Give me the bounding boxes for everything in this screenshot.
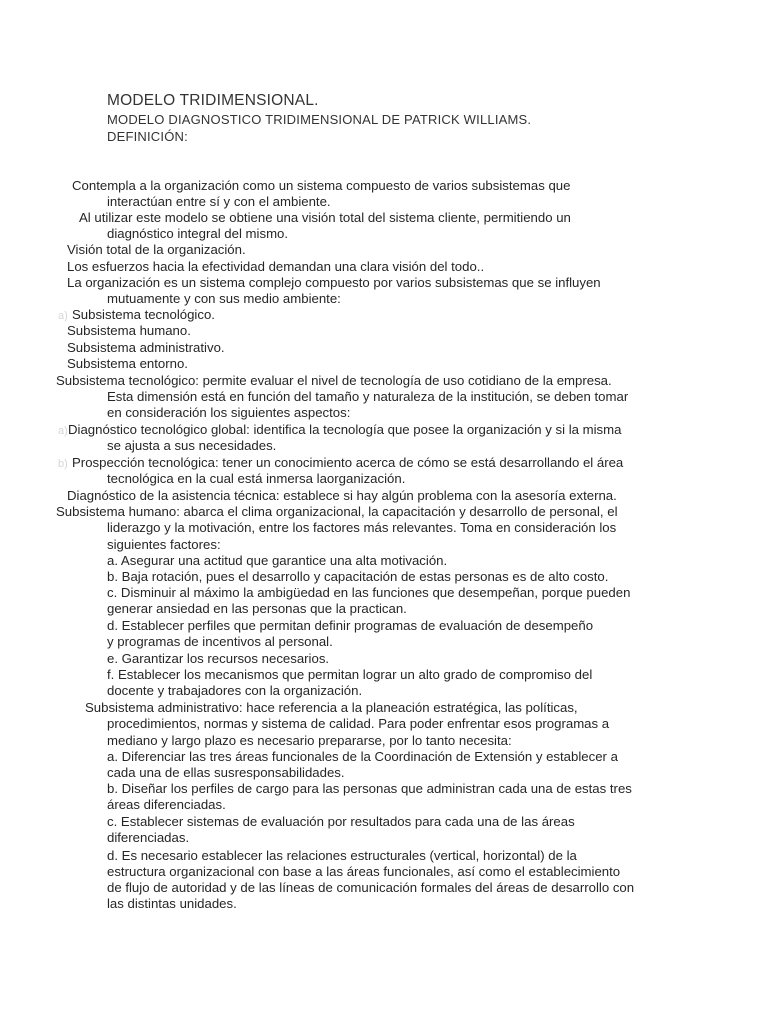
section-line: en consideración los siguientes aspectos:	[107, 405, 351, 420]
subsystem-item: Subsistema administrativo.	[67, 340, 225, 355]
section-line: Subsistema humano: abarca el clima organizacional, la capacitación y desarrollo de personal, el	[56, 504, 618, 519]
list-item: d. Es necesario establecer las relaciones estructurales (vertical, horizontal) de la	[107, 848, 577, 863]
list-item: d. Establecer perfiles que permitan definir programas de evaluación de desempeño	[107, 618, 594, 633]
list-item-continuation: diferenciadas.	[107, 830, 190, 845]
list-item-continuation: docente y trabajadores con la organización.	[107, 683, 363, 698]
page-subtitle: MODELO DIAGNOSTICO TRIDIMENSIONAL DE PATRICK WILLIAMS.	[107, 112, 532, 127]
paragraph-line: diagnóstico integral del mismo.	[107, 226, 289, 241]
list-item-continuation: generar ansiedad en las personas que la practican.	[107, 601, 407, 616]
list-marker: b)	[58, 458, 68, 470]
list-item-continuation: áreas diferenciadas.	[107, 797, 226, 812]
subsystem-item: Subsistema humano.	[67, 323, 191, 338]
bullet-item-continuation: mutuamente y con sus medio ambiente:	[107, 291, 341, 306]
paragraph-line: Contempla a la organización como un sistema compuesto de varios subsistemas que	[72, 178, 571, 193]
paragraph-line: Al utilizar este modelo se obtiene una visión total del sistema cliente, permitiendo un	[79, 210, 571, 225]
list-item: b. Baja rotación, pues el desarrollo y capacitación de estas personas es de alto costo.	[107, 569, 609, 584]
section-line: mediano y largo plazo es necesario prepararse, por lo tanto necesita:	[107, 733, 512, 748]
bullet-item: Los esfuerzos hacia la efectividad demandan una clara visión del todo..	[67, 259, 485, 274]
bullet-item: Visión total de la organización.	[67, 242, 246, 257]
list-item-continuation: se ajusta a sus necesidades.	[107, 438, 277, 453]
list-item-continuation: las distintas unidades.	[107, 896, 237, 911]
list-item: c. Disminuir al máximo la ambigüedad en las funciones que desempeñan, porque pueden	[107, 585, 631, 600]
list-item: b. Diseñar los perfiles de cargo para las personas que administran cada una de estas tres	[107, 781, 632, 796]
list-item: Prospección tecnológica: tener un conocimiento acerca de cómo se está desarrollando el área	[72, 455, 624, 470]
page-title: MODELO TRIDIMENSIONAL.	[107, 92, 319, 109]
section-line: Subsistema tecnológico: permite evaluar el nivel de tecnología de uso cotidiano de la empresa.	[56, 373, 612, 388]
list-item: Diagnóstico de la asistencia técnica: establece si hay algún problema con la asesoría externa.	[67, 488, 617, 503]
definition-label: DEFINICIÓN:	[107, 129, 188, 144]
subsystem-item: Subsistema entorno.	[67, 356, 188, 371]
list-marker: a)	[58, 425, 68, 437]
section-line: procedimientos, normas y sistema de calidad. Para poder enfrentar esos programas a	[107, 716, 610, 731]
section-line: liderazgo y la motivación, entre los factores más relevantes. Toma en consideración los	[107, 520, 617, 535]
list-item-continuation: estructura organizacional con base a las áreas funcionales, así como el establecimiento	[107, 864, 621, 879]
list-item-continuation: tecnológica en la cual está inmersa laorganización.	[107, 471, 406, 486]
list-item-continuation: y programas de incentivos al personal.	[107, 634, 333, 649]
bullet-item: La organización es un sistema complejo compuesto por varios subsistemas que se influyen	[67, 275, 601, 290]
section-line: Subsistema administrativo: hace referencia a la planeación estratégica, las políticas,	[85, 700, 578, 715]
list-item: Diagnóstico tecnológico global: identifica la tecnología que posee la organización y si la misma	[68, 422, 622, 437]
list-item-continuation: cada una de ellas susresponsabilidades.	[107, 765, 345, 780]
subsystem-item: Subsistema tecnológico.	[72, 307, 215, 322]
list-item: e. Garantizar los recursos necesarios.	[107, 651, 330, 666]
section-line: Esta dimensión está en función del tamaño y naturaleza de la institución, se deben tomar	[107, 389, 629, 404]
list-item: a. Diferenciar las tres áreas funcionales de la Coordinación de Extensión y establecer a	[107, 749, 618, 764]
list-marker: a)	[58, 310, 68, 322]
list-item: a. Asegurar una actitud que garantice una alta motivación.	[107, 553, 448, 568]
list-item: f. Establecer los mecanismos que permitan lograr un alto grado de compromiso del	[107, 667, 593, 682]
list-item: c. Establecer sistemas de evaluación por resultados para cada una de las áreas	[107, 814, 575, 829]
paragraph-line: interactúan entre sí y con el ambiente.	[107, 194, 331, 209]
section-line: siguientes factores:	[107, 537, 221, 552]
list-item-continuation: de flujo de autoridad y de las líneas de comunicación formales del áreas de desarrollo con	[107, 880, 635, 895]
